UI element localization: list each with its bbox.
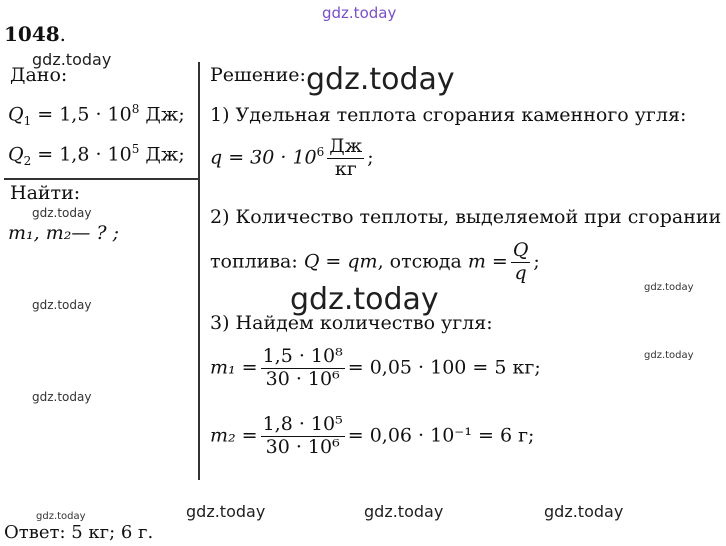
find-expression: m₁, m₂— ? ; <box>8 222 120 244</box>
watermark: gdz.today <box>186 502 266 521</box>
m1-calculation: m₁ = $\frac{\text{1,5 · 10⁸}}{\text{30 · 10⁶}}$ = 0,05 · 100 = 5 кг; <box>210 345 541 390</box>
watermark-large: gdz.today <box>306 62 455 97</box>
watermark: gdz.today <box>32 298 92 312</box>
watermark: gdz.today <box>36 511 86 522</box>
find-label: Найти: <box>10 182 81 204</box>
given-q1: $Q_1 = 1,5 \cdot 10^8$ Дж; <box>8 102 185 129</box>
step-2: 2) Количество теплоты, выделяемой при сгорании <box>210 206 722 228</box>
watermark: gdz.today <box>32 390 92 404</box>
watermark: gdz.today <box>544 502 624 521</box>
given-q2: $Q_2 = 1,8 \cdot 10^5$ Дж; <box>8 142 185 169</box>
given-label: Дано: <box>10 64 68 86</box>
answer: Ответ: 5 кг; 6 г. <box>4 522 154 543</box>
vertical-divider <box>198 62 200 480</box>
problem-number: 1048. <box>4 22 67 46</box>
mass-formula: топлива: Q = qm, отсюда m = $\frac{Q}{q}$ ; <box>210 239 540 284</box>
watermark: gdz.today <box>32 206 92 220</box>
solution-label: Решение: <box>210 64 306 86</box>
step-3: 3) Найдем количество угля: <box>210 312 493 334</box>
watermark: gdz.today <box>644 350 694 361</box>
step-1: 1) Удельная теплота сгорания каменного угля: <box>210 104 687 126</box>
specific-heat-formula: $q = 30 \cdot 10^6$ $\frac{Дж}{кг}$ ; <box>210 135 374 180</box>
watermark: gdz.today <box>32 50 112 69</box>
m2-calculation: m₂ = $\frac{\text{1,8 · 10⁵}}{\text{30 · 10⁶}}$ = 0,06 · 10⁻¹ = 6 г; <box>210 413 535 458</box>
horizontal-divider <box>4 178 200 180</box>
watermark: gdz.today <box>644 282 694 293</box>
watermark-large: gdz.today <box>290 282 439 317</box>
watermark-top: gdz.today <box>322 4 397 22</box>
watermark: gdz.today <box>364 502 444 521</box>
